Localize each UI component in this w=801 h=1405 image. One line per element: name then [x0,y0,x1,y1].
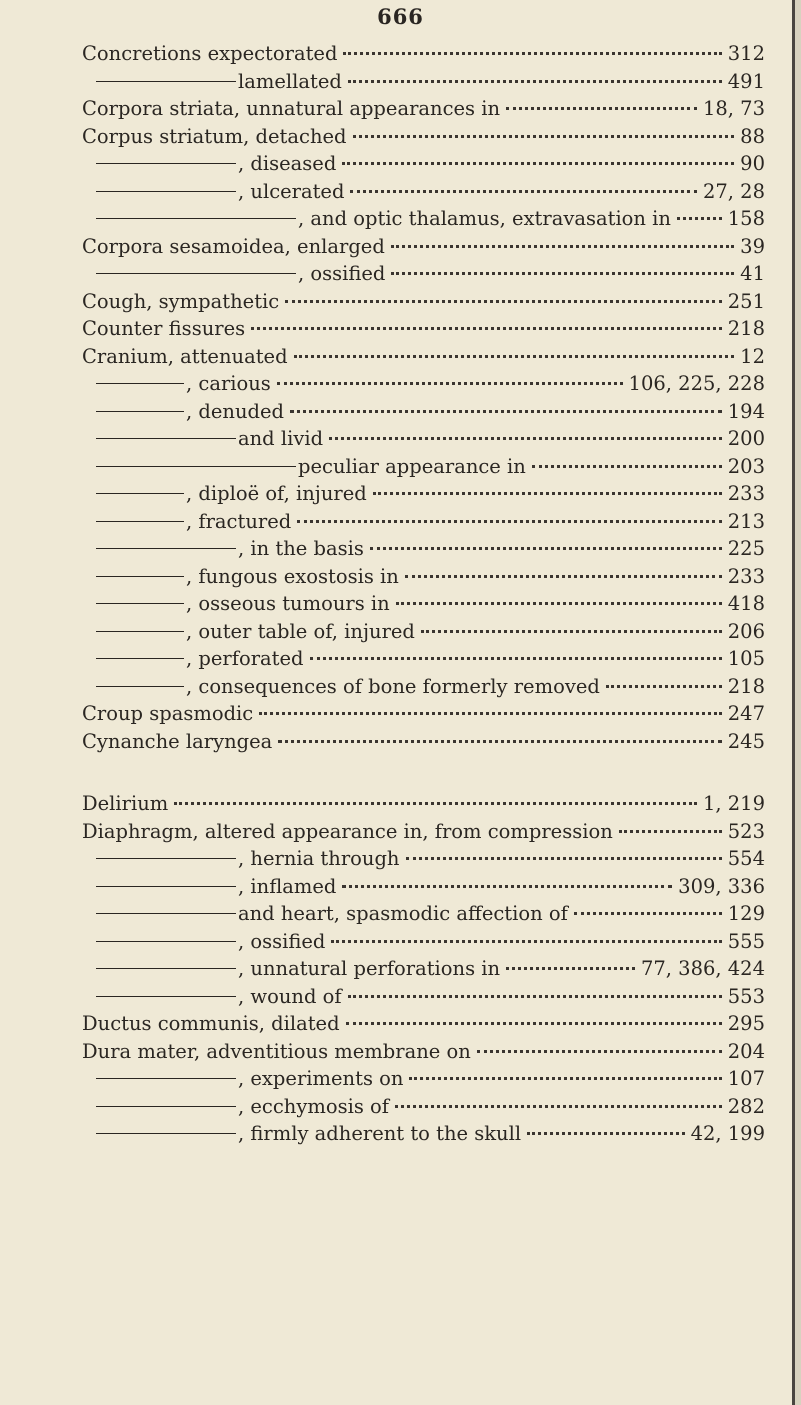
ditto-dash [96,521,184,522]
ditto-dash [96,913,236,914]
dot-leader [677,217,722,220]
entry-term: Delirium [82,792,169,815]
entry-term: , outer table of, injured [186,619,415,643]
entry-term: Dura mater, adventitious membrane on [82,1039,471,1063]
entry-term: and livid [238,427,324,450]
entry-pages: 204 [727,1039,765,1063]
index-entry [82,930,765,958]
entry-term: Corpora sesamoidea, enlarged [82,234,385,258]
entry-term: Diaphragm, altered appearance in, from compression [82,819,613,843]
page-edge-line [792,0,795,1405]
entry-pages: 282 [727,1094,765,1118]
entry-term: , wound of [238,984,342,1008]
entry-pages: 105 [727,647,765,670]
index-entry [82,820,765,848]
index-entry [82,427,765,455]
ditto-dash [96,548,236,549]
index-entry [82,647,765,675]
ditto-dash [96,858,236,859]
dot-leader [278,740,721,743]
index-entry [82,262,765,290]
dot-leader [506,107,697,110]
index-entry [82,207,765,235]
index-entry [82,675,765,703]
dot-leader [409,1077,721,1080]
index-entry [82,792,765,820]
ditto-dash [96,191,236,192]
ditto-dash [96,996,236,997]
entry-pages: 251 [727,289,765,313]
entry-pages: 203 [727,454,765,478]
entry-term: Cynanche laryngea [82,729,273,753]
entry-pages: 1, 219 [702,792,765,815]
entry-pages: 225 [727,537,765,560]
index-entry [82,510,765,538]
ditto-dash [96,218,296,219]
index-entry [82,1040,765,1068]
entry-term: , fungous exostosis in [186,564,399,588]
index-entry [82,730,765,758]
dot-leader [259,712,722,715]
entry-pages: 312 [727,42,765,65]
ditto-dash [96,941,236,942]
ditto-dash [96,1078,236,1079]
dot-leader [370,547,722,550]
dot-leader [391,245,734,248]
entry-term: , inflamed [238,874,337,898]
dot-leader [251,327,722,330]
dot-leader [331,940,721,943]
ditto-dash [96,686,184,687]
entry-pages: 41 [740,262,765,285]
index-entry [82,1095,765,1123]
entry-term: Counter fissures [82,317,246,340]
entry-term: , fractured [186,509,292,533]
index-section [82,42,765,757]
entry-pages: 309, 336 [678,874,765,898]
index-entry [82,125,765,153]
dot-leader [329,437,722,440]
index-entry [82,482,765,510]
entry-pages: 27, 28 [702,179,765,203]
index-entry [82,702,765,730]
dot-leader [353,135,735,138]
entry-pages: 555 [727,929,765,953]
page-number: 666 [377,4,424,29]
page-edge-shadow [795,0,801,1405]
entry-pages: 523 [727,819,765,843]
dot-leader [405,575,722,578]
entry-term: , hernia through [238,847,400,870]
index-entry [82,400,765,428]
dot-leader [310,657,722,660]
index-entry [82,317,765,345]
dot-leader [348,995,722,998]
ditto-dash [96,886,236,887]
entry-term: lamellated [238,69,342,93]
entry-pages: 553 [727,984,765,1008]
ditto-dash [96,383,184,384]
index-entry [82,902,765,930]
entry-pages: 158 [727,207,765,230]
entry-term: and heart, spasmodic affection of [238,902,568,925]
entry-term: , ecchymosis of [238,1094,389,1118]
ditto-dash [96,631,184,632]
dot-leader [477,1050,722,1053]
entry-term: , ossified [298,262,386,285]
entry-pages: 77, 386, 424 [640,957,765,980]
entry-pages: 213 [727,509,765,533]
entry-term: , carious [186,372,271,395]
ditto-dash [96,1106,236,1107]
entry-pages: 295 [727,1012,765,1035]
entry-pages: 554 [727,847,765,870]
entry-pages: 233 [727,564,765,588]
ditto-dash [96,438,236,439]
index-entry [82,1012,765,1040]
dot-leader [342,162,734,165]
entry-term: , denuded [186,399,285,423]
entry-pages: 206 [727,619,765,643]
index-entry [82,875,765,903]
index-entry [82,537,765,565]
entry-pages: 233 [727,482,765,505]
dot-leader [277,382,623,385]
entry-pages: 245 [727,729,765,753]
entry-term: Cough, sympathetic [82,289,280,313]
dot-leader [343,52,721,55]
index-entry [82,70,765,98]
entry-term: , experiments on [238,1067,404,1090]
entry-term: , ossified [238,929,326,953]
entry-term: , diploë of, injured [186,482,367,505]
ditto-dash [96,603,184,604]
ditto-dash [96,493,184,494]
entry-pages: 88 [740,124,765,148]
index-entry [82,372,765,400]
entry-pages: 418 [727,592,765,615]
dot-leader [574,912,722,915]
ditto-dash [96,1133,236,1134]
index-entry [82,592,765,620]
dot-leader [421,630,722,633]
dot-leader [373,492,722,495]
dot-leader [606,685,722,688]
dot-leader [391,272,734,275]
index-entry [82,620,765,648]
index-entry [82,565,765,593]
dot-leader [619,830,722,833]
entry-pages: 107 [727,1067,765,1090]
entry-pages: 42, 199 [690,1122,765,1145]
ditto-dash [96,576,184,577]
entry-term: , perforated [186,647,304,670]
index-entry [82,847,765,875]
entry-pages: 491 [727,69,765,93]
ditto-dash [96,411,184,412]
ditto-dash [96,466,296,467]
dot-leader [396,602,722,605]
dot-leader [527,1132,684,1135]
entry-term: Ductus communis, dilated [82,1012,340,1035]
entry-pages: 12 [740,344,765,368]
index-entry [82,957,765,985]
entry-term: Corpus striatum, detached [82,124,347,148]
entry-pages: 218 [727,674,765,698]
entry-term: Concretions expectorated [82,42,338,65]
index-entry [82,1067,765,1095]
dot-leader [294,355,735,358]
dot-leader [532,465,722,468]
index-entry [82,235,765,263]
dot-leader [346,1022,722,1025]
dot-leader [297,520,722,523]
index-list [82,42,765,1150]
entry-pages: 200 [727,427,765,450]
index-entry [82,180,765,208]
entry-pages: 106, 225, 228 [628,372,765,395]
entry-pages: 194 [727,399,765,423]
entry-term: Cranium, attenuated [82,344,288,368]
entry-pages: 218 [727,317,765,340]
dot-leader [395,1105,722,1108]
entry-term: , consequences of bone formerly removed [186,674,600,698]
index-entry [82,345,765,373]
index-section [82,792,765,1150]
entry-pages: 247 [727,702,765,725]
index-entry [82,985,765,1013]
ditto-dash [96,81,236,82]
index-entry [82,1122,765,1150]
entry-term: , unnatural perforations in [238,957,501,980]
entry-term: , ulcerated [238,179,345,203]
dot-leader [290,410,722,413]
entry-pages: 129 [727,902,765,925]
entry-term: , osseous tumours in [186,592,390,615]
dot-leader [342,885,672,888]
dot-leader [406,857,722,860]
dot-leader [348,80,722,83]
entry-term: , firmly adherent to the skull [238,1122,522,1145]
dot-leader [285,300,722,303]
entry-pages: 18, 73 [702,97,765,120]
dot-leader [174,802,697,805]
entry-term: Corpora striata, unnatural appearances in [82,97,501,120]
entry-pages: 90 [740,152,765,175]
index-entry [82,42,765,70]
entry-pages: 39 [740,234,765,258]
dot-leader [506,967,635,970]
index-entry [82,97,765,125]
index-entry [82,290,765,318]
entry-term: , diseased [238,152,337,175]
entry-term: , in the basis [238,537,364,560]
index-entry [82,455,765,483]
ditto-dash [96,968,236,969]
entry-term: Croup spasmodic [82,702,254,725]
entry-term: , and optic thalamus, extravasation in [298,207,671,230]
index-entry [82,152,765,180]
ditto-dash [96,273,296,274]
dot-leader [350,190,697,193]
ditto-dash [96,163,236,164]
ditto-dash [96,658,184,659]
entry-term: peculiar appearance in [298,454,526,478]
